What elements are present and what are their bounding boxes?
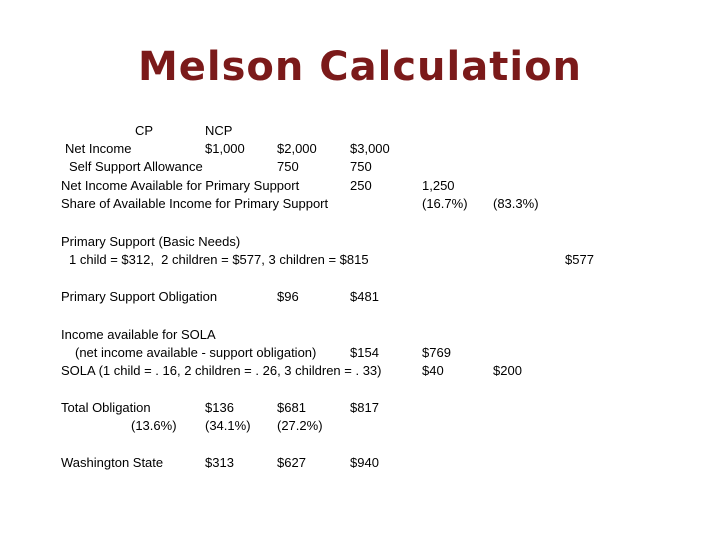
total-obligation-label: Total Obligation [61,400,151,415]
total-obligation-v1: $136 [205,400,234,415]
net-available-total: 250 [350,178,372,193]
sola-rate-line: SOLA (1 child = . 16, 2 children = . 26, 3 children = . 33) [61,363,382,378]
total-obligation-v3: $817 [350,400,379,415]
washington-v1: $313 [205,455,234,470]
net-income-ncp: $2,000 [277,141,317,156]
washington-label: Washington State [61,455,164,470]
page-title: Melson Calculation [137,44,583,90]
washington-v2: $627 [277,455,306,470]
primary-support-label: Primary Support (Basic Needs) [61,234,241,249]
sola-col6: $200 [493,363,522,378]
self-support-ncp: 750 [277,159,299,174]
primary-support-value: $577 [565,252,594,267]
sola-col5-a: $769 [422,345,451,360]
total-obligation-v2: $681 [277,400,306,415]
sola-label: Income available for SOLA [61,327,216,342]
sola-col5-b: $40 [422,363,444,378]
self-support-label: Self Support Allowance [69,159,203,174]
obligation-v1: $96 [277,289,299,304]
obligation-v2: $481 [350,289,379,304]
net-income-label: Net Income [65,141,132,156]
total-obligation-pct1: (34.1%) [205,418,251,433]
share-col6: (83.3%) [493,196,539,211]
net-income-cp: $1,000 [205,141,245,156]
net-available-label: Net Income Available for Primary Support [61,178,300,193]
primary-support-detail: 1 child = $312, 2 children = $577, 3 children = $815 [69,252,369,267]
net-income-total: $3,000 [350,141,390,156]
share-col5: (16.7%) [422,196,468,211]
sola-detail-value: $154 [350,345,379,360]
net-available-col5: 1,250 [422,178,455,193]
sola-detail: (net income available - support obligation) [75,345,317,360]
share-label: Share of Available Income for Primary Support [61,196,329,211]
header-cp: CP [135,123,154,138]
washington-v3: $940 [350,455,379,470]
total-obligation-pct0: (13.6%) [131,418,177,433]
total-obligation-pct2: (27.2%) [277,418,323,433]
header-ncp: NCP [205,123,233,138]
self-support-total: 750 [350,159,372,174]
obligation-label: Primary Support Obligation [61,289,218,304]
